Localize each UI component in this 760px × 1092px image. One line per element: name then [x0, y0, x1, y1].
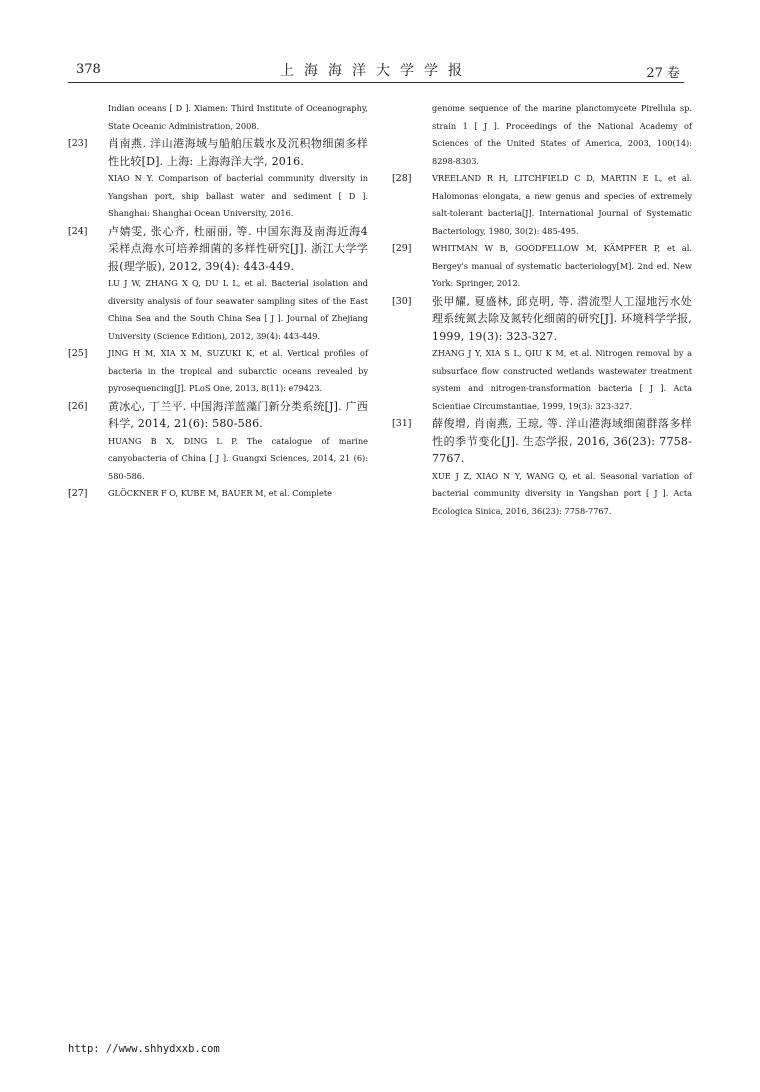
reference-number: [28] [392, 173, 412, 184]
reference-text-english: VREELAND R H, LITCHFIELD C D, MARTIN E L, et al. Halomonas elongata, a new genus and species of extremely salt-tolerant bacteria[J]. International Journal of Systematic Bacteriology, 1980, 30(2): 485-495. [432, 173, 692, 236]
page-header [68, 60, 684, 83]
reference-entry [68, 100, 368, 135]
volume-label: 27 卷 [646, 66, 680, 81]
reference-text-english: HUANG B X, DING L P. The catalogue of marine canyobacteria of China [ J ]. Guangxi Sciences, 2014, 21 (6): 580-586. [108, 435, 368, 481]
reference-number: [27] [68, 488, 88, 499]
reference-entry [68, 345, 368, 398]
reference-text-english: genome sequence of the marine planctomycete Pirellula sp. strain 1 [ J ]. Proceedings of the National Academy of Sciences of the United States of America, 2003, 100(14): 8298-8303. [432, 103, 692, 166]
reference-entry [392, 293, 692, 416]
reference-text-english: ZHANG J Y, XIA S L, QIU K M, et al. Nitrogen removal by a subsurface flow constructed wetlands wastewater treatment system and nitrogen-transformation bacteria [ J ]. Acta Scientiae Circumstantiae, 1999, 19(3): 323-327. [432, 348, 692, 411]
reference-text-chinese: 薛俊增, 肖南燕, 王琼, 等. 洋山港海域细菌群落多样性的季节变化[J]. 生态学报, 2016, 36(23): 7758-7767. [432, 417, 692, 465]
reference-entry [392, 100, 692, 170]
footer-url[interactable]: http: //www.shhydxxb.com [68, 1043, 220, 1055]
reference-number: [31] [392, 418, 412, 429]
reference-text-english: LU J W, ZHANG X Q, DU L L, et al. Bacterial isolation and diversity analysis of four seawater sampling sites of the East China Sea and the South China Sea [ J ]. Journal of Zhejiang University (Science Edition), 2012, 39(4): 443-449. [108, 278, 368, 341]
reference-text-chinese: 肖南燕. 洋山港海域与船舶压载水及沉积物细菌多样性比较[D]. 上海: 上海海洋大学, 2016. [108, 137, 368, 168]
reference-text-english: XIAO N Y. Comparison of bacterial community diversity in Yangshan port, ship ballast water and sediment [ D ]. Shanghai: Shanghai Ocean University, 2016. [108, 173, 368, 218]
reference-number: [25] [68, 348, 88, 359]
reference-entry [392, 170, 692, 240]
reference-text-english: JING H M, XIA X M, SUZUKI K, et al. Vertical profiles of bacteria in the tropical and subarctic oceans revealed by pyrosequencing[J]. PLoS One, 2013, 8(11): e79423. [108, 348, 368, 393]
reference-entry [68, 223, 368, 346]
reference-text-chinese: 黄冰心, 丁兰平. 中国海洋蓝藻门新分类系统[J]. 广西科学, 2014, 21(6): 580-586. [108, 399, 368, 430]
reference-number: [26] [68, 400, 88, 412]
reference-text-chinese: 卢婧雯, 张心齐, 杜丽丽, 等. 中国东海及南海近海4采样点海水可培养细菌的多样性研究[J]. 浙江大学学报(理学版), 2012, 39(4): 443-449. [108, 224, 368, 273]
reference-number: [23] [68, 138, 88, 149]
page-number: 378 [76, 62, 101, 77]
left-reference-column [68, 100, 368, 503]
reference-text-english: XUE J Z, XIAO N Y, WANG Q, et al. Seasonal variation of bacterial community diversity in Yangshan port [ J ]. Acta Ecologica Sinica, 2016, 36(23): 7758-7767. [432, 470, 692, 516]
reference-text-english: WHITMAN W B, GOODFELLOW M, KÄMPFER P, et al. Bergey's manual of systematic bacteriology[M]. 2nd ed. New York: Springer, 2012. [432, 243, 692, 288]
reference-entry [68, 398, 368, 486]
reference-text-english: Indian oceans [ D ]. Xiamen: Third Institute of Oceanography, State Oceanic Administration, 2008. [108, 103, 368, 131]
right-reference-column [392, 100, 692, 520]
reference-entry [68, 485, 368, 503]
reference-number: [24] [68, 225, 88, 237]
reference-text-chinese: 张甲耀, 夏盛林, 邱克明, 等. 潜流型人工湿地污水处理系统氮去除及氮转化细菌的研究[J]. 环境科学学报, 1999, 19(3): 323-327. [432, 294, 692, 343]
reference-text-english: GLÖCKNER F O, KUBE M, BAUER M, et al. Complete [108, 488, 333, 498]
reference-entry [392, 240, 692, 293]
reference-number: [29] [392, 243, 412, 254]
reference-entry [68, 135, 368, 223]
reference-entry [392, 415, 692, 520]
journal-title: 上海海洋大学学报 [280, 63, 472, 79]
reference-number: [30] [392, 295, 412, 307]
